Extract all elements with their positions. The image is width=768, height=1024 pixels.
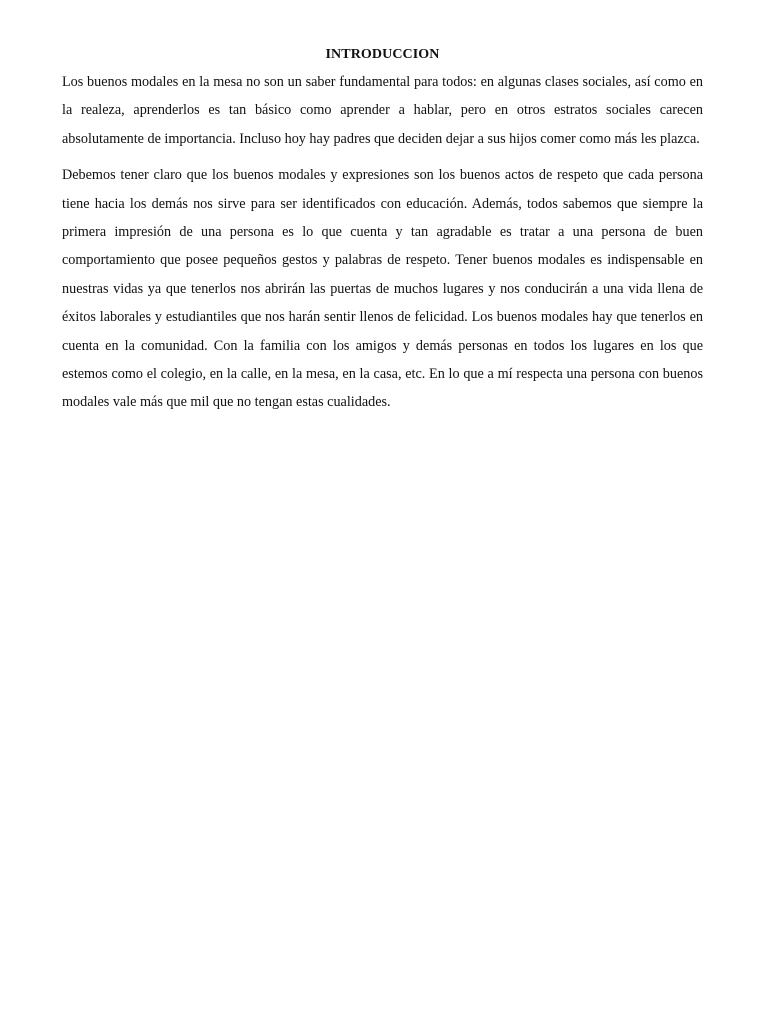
paragraph-1: Los buenos modales en la mesa no son un saber fundamental para todos: en algunas clases sociales, así como en la realeza, aprenderlos es tan básico como aprender a hablar, pero en otros estratos sociales carecen absolutamente de importancia. Incluso hoy hay padres que deciden dejar a sus hijos comer como más les plazca.	[62, 74, 703, 147]
paragraph-2: Debemos tener claro que los buenos modales y expresiones son los buenos actos de respeto que cada persona tiene hacia los demás nos sirve para ser identificados con educación. Además, todos sabemos que siempre la primera impresión de una persona es lo que cuenta y tan agradable es tratar a una persona de buen comportamiento que posee pequeños gestos y palabras de respeto. Tener buenos modales es indispensable en nuestras vidas ya que tenerlos nos abrirán las puertas de muchos lugares y nos conducirán a una vida llena de éxitos laborales y estudiantiles que nos harán sentir llenos de felicidad. Los buenos modales hay que tenerlos en cuenta en la comunidad. Con la familia con los amigos y demás personas en todos los lugares en los que estemos como el colegio, en la calle, en la mesa, en la casa, etc. En lo que a mí respecta una persona con buenos modales vale más que mil que no tengan estas cualidades.	[62, 167, 703, 411]
document-body	[62, 44, 703, 425]
document-title: INTRODUCCION	[325, 47, 440, 62]
